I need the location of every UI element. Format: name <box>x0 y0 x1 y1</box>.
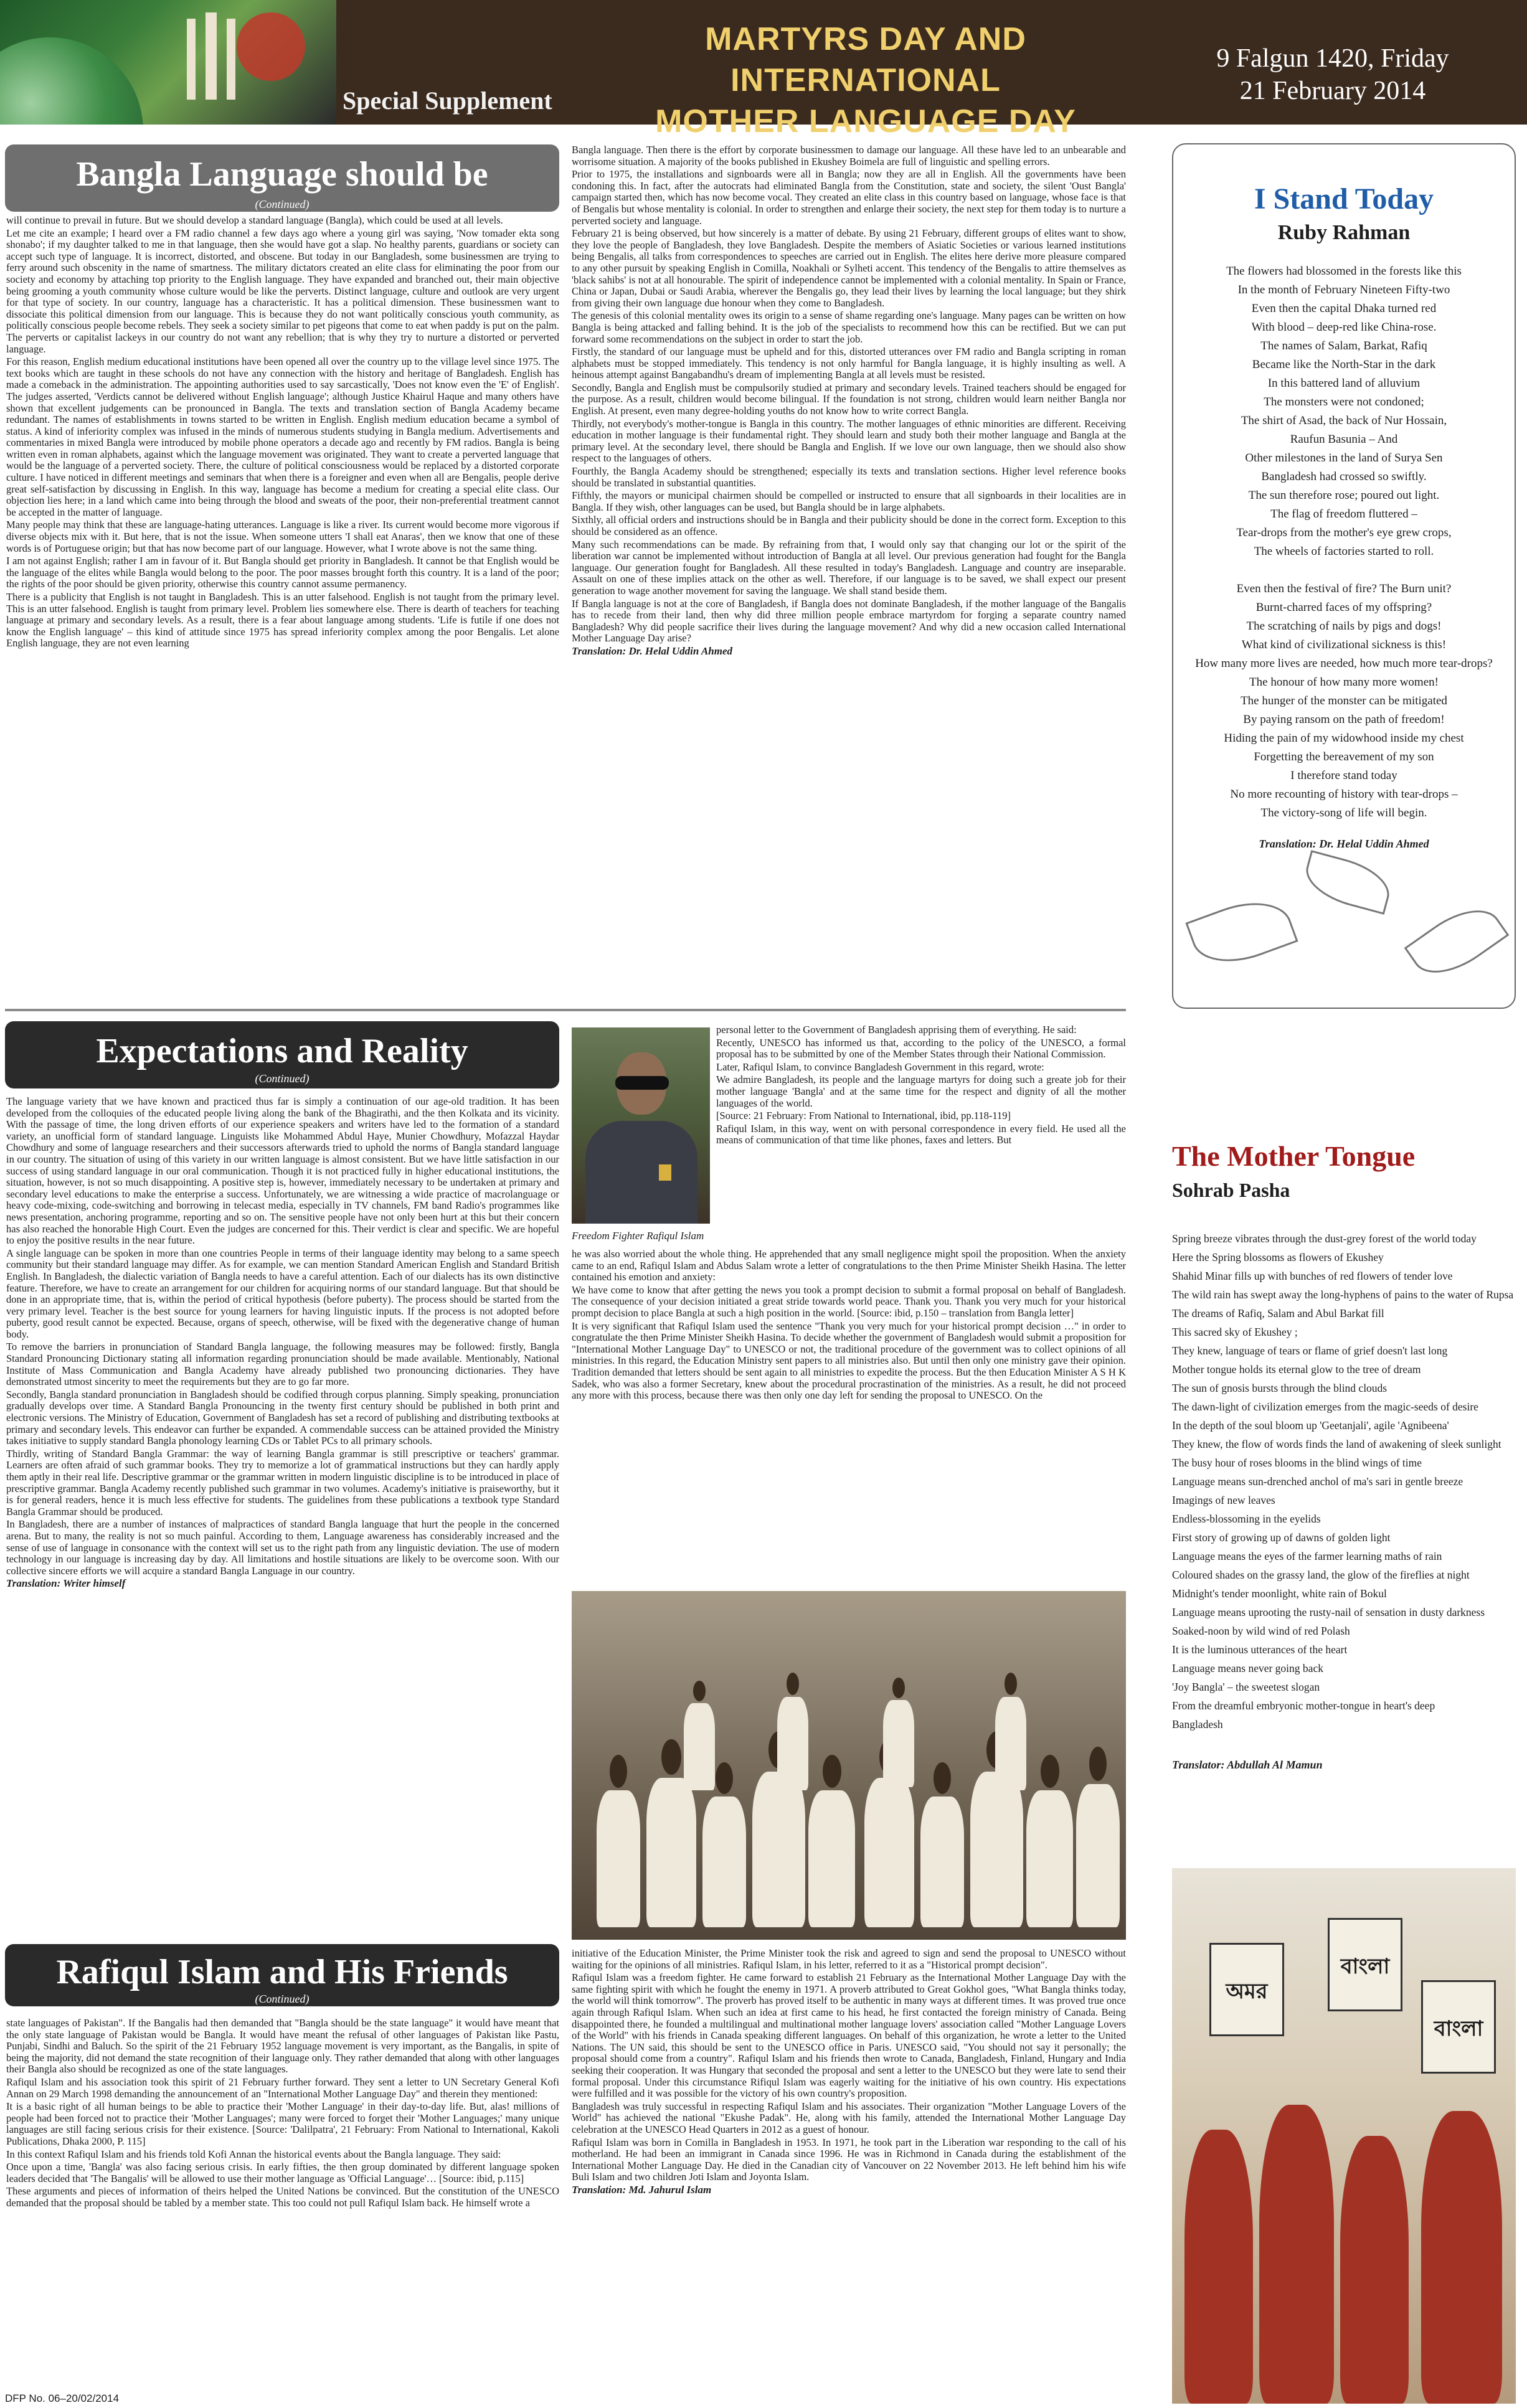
paragraph: Once upon a time, 'Bangla' was also facing serious crisis. In early fifties, the then group dominated by different language spoken leaders decided that 'The Bangalis' will be allowed to use their mother language as 'Official Language'… [Source: ibid, p.115] <box>6 2161 559 2184</box>
poem-line: Other milestones in the land of Surya Sen <box>1245 451 1443 465</box>
issue-date-english: 21 February 2014 <box>1239 77 1426 105</box>
divider <box>5 1009 1126 1011</box>
masthead-graphic <box>0 0 336 125</box>
paragraph: February 21 is being observed, but how sincerely is a matter of debate. By using 21 February, different groups of elites want to show, they love the people of Bangladesh, they love Bangladesh. Despite the members of Asiatic Societies or various learned institutions being Bengalis, all talks from correspondences to speeches are carried out in English. The elites here derive more pleasure compared to any other pursuit by speaking English in Comilla, Noakhali or Sylheti accent. This tendency of the Bengalis to attire themselves as 'black sahibs' is not at all honourable. The spirit of independence cannot be implemented with a colonial mentality. In Spain or France, China or Japan, Dubai or Saudi Arabia, wherever the Bengalis go, they lead their lives by learning the local language; but they shirk from giving their own language due honour when they come to Bangladesh. <box>572 227 1126 309</box>
poem-line: Burnt-charred faces of my offspring? <box>1255 601 1432 614</box>
poem-line: They knew, the flow of words finds the land of awakening of sleek sunlight <box>1172 1438 1501 1450</box>
poem-line: Mother tongue holds its eternal glow to the tree of dream <box>1172 1363 1421 1376</box>
paragraph: We admire Bangladesh, its people and the language martyrs for doing such a greate job for their mother language 'Bangla' and at the same time for the respect and dignity of all the mother languages of the world. <box>716 1074 1126 1109</box>
procession-figure <box>646 1778 696 1927</box>
poem-text <box>1172 1229 1516 1734</box>
paragraph: Bangladesh was truly successful in respecting Rafiqul Islam and his associates. Their organization "Mother Language Lovers of the World" has achieved the national "Ekushe Padak". He, along with his family, attended the International Mother Language Day celebration at the UNESCO Head Quarters in 2012 as a guest of honour. <box>572 2100 1126 2135</box>
continued-label: (Continued) <box>255 198 310 210</box>
procession-figure <box>883 1700 914 1787</box>
poem-line: What kind of civilizational sickness is this! <box>1241 638 1447 651</box>
poem-line: First story of growing up of dawns of golden light <box>1172 1531 1391 1544</box>
section-title: Expectations and Reality <box>96 1032 468 1070</box>
poem-line: The names of Salam, Barkat, Rafiq <box>1260 339 1427 352</box>
translation-credit: Translator: Abdullah Al Mamun <box>1172 1759 1323 1771</box>
paragraph: personal letter to the Government of Bangladesh apprising them of everything. He said: <box>716 1024 1077 1036</box>
poem-line: Language means never going back <box>1172 1662 1323 1674</box>
paragraph: initiative of the Education Minister, the Prime Minister took the risk and agreed to sign and send the proposal to UNESCO without waiting for the opinions of all ministries. Rafiqul Islam, in his letter, referred to it as a "Historical prompt decision". <box>572 1948 1126 1971</box>
paragraph: To remove the barriers in pronunciation of Standard Bangla language, the following measures may be followed: firstly, Bangla Standard Pronouncing Dictionary stating all information regarding pronunciation should be made available. Mentionably, National Institute of Mass Communication and Bangla Academy have already published two pronouncing dictionaries. They have demonstrated utmost sincerity to meet the requirements but they are to go far more. <box>6 1341 559 1388</box>
badge-icon <box>659 1164 671 1181</box>
poem-line: Even then the festival of fire? The Burn unit? <box>1236 582 1452 595</box>
poem-line: Language means the eyes of the farmer learning maths of rain <box>1172 1550 1442 1562</box>
paragraph: Many people may think that these are language-hating utterances. Language is like a river. Its current would become more vigorous if diverse objects mix with it. But here, that is not the issue. When someone utters 'I shall eat Anaras', then we know that one of these words is of Portuguese origin; but that has now become part of our language. However, what I wrote above is not the same thing. <box>6 519 559 554</box>
translation-credit: Translation: Dr. Helal Uddin Ahmed <box>572 644 733 657</box>
paragraph: There is a publicity that English is not taught in Bangladesh. This is an utter falsehood. English is not taught from the primary level. This is an utter falsehood. English is taught from primary level. Problem lies somewhere else. There is dearth of teachers for teaching language at primary and secondary levels. As a result, there is a fear about language among students. 'Life is futile if one does not know the English language' – this kind of attitude since 1975 has spread inferiority complex among the poor Bengalis. Let alone English language, they are not even learning <box>6 591 559 649</box>
article-column-right <box>572 144 1126 998</box>
paragraph: state languages of Pakistan". If the Bangalis had then demanded that "Bangla should be the state language" it would have meant that the only state language of Pakistan would be Bangla. It would have meant the refusal of other languages of Pakistan like Pastu, Punjabi, Sindhi and Baluch. So the spirit of the 21 February 1952 language movement is very important, as the Bangalis, in spite of being the majority, did not demand the state recognition of their language only. They rather demanded that along with other languages their Bangla also should be recognized as one of the state languages. <box>6 2018 559 2075</box>
poem-line: Endless-blossoming in the eyelids <box>1172 1513 1321 1525</box>
poem-line: In this battered land of alluvium <box>1267 377 1421 390</box>
continued-label: (Continued) <box>255 1993 310 2005</box>
leaf-icon <box>1185 889 1298 975</box>
poem-author: Sohrab Pasha <box>1172 1179 1290 1201</box>
paragraph: Secondly, Bangla and English must be compulsorily studied at primary and secondary levels. Trained teachers should be engaged for the purpose. As a result, children would become bilingual. If the foundation is not strong, children would learn neither Bangla nor English. At present, even many degree-holding youths do not know how to write correct Bangla. <box>572 381 1126 417</box>
poem-line: No more recounting of history with tear-drops – <box>1230 788 1458 801</box>
paragraph: Recently, UNESCO has informed us that, according to the policy of the UNESCO, a formal proposal has to be submitted by one of the Member States through their National Commission. <box>716 1036 1126 1060</box>
poem-line: The wild rain has swept away the long-hyphens of pains to the water of Rupsa <box>1172 1288 1514 1301</box>
poem-line: Language means uprooting the rusty-nail of sensation in dusty darkness <box>1172 1606 1485 1618</box>
article-column-left <box>6 215 559 1003</box>
shahid-minar-pillar <box>206 12 217 100</box>
page-footer: DFP No. 06–20/02/2014 <box>5 2392 120 2404</box>
photo-rafiqul-islam <box>572 1027 710 1224</box>
shahid-minar-pillar <box>227 19 235 100</box>
poem-line: Tear-drops from the mother's eye grew crops, <box>1236 526 1452 539</box>
procession-figure <box>864 1778 914 1927</box>
procession-figure <box>777 1697 808 1790</box>
poem-line: Imagings of new leaves <box>1172 1494 1275 1506</box>
paragraph: The genesis of this colonial mentality owes its origin to a sense of shame regarding one's language. Many pages can be written on how Bangla is being attacked and falling behind. It is the job of the specialists to recommend how this can be rectified. But we can put forward some recommendations on the subject in order to start the job. <box>572 309 1126 345</box>
banner-title-line2: MOTHER LANGUAGE DAY <box>655 103 1076 139</box>
artwork-figure <box>1184 2130 1253 2404</box>
poem-line: Here the Spring blossoms as flowers of Ekushey <box>1172 1251 1384 1263</box>
procession-figure <box>597 1790 640 1927</box>
paragraph: Firstly, the standard of our language must be upheld and for this, distorted utterances over FM radio and Bangla scripting in roman alphabets must be stopped immediately. This tendency is not only harmful for Bangla language, it is highly insulting as well. A heinous attempt against Bangabandhu's dream of implementing Bangla at all levels must be resisted. <box>572 346 1126 381</box>
procession-figure <box>808 1790 855 1927</box>
paragraph: Many such recommendations can be made. By refraining from that, I would only say that changing our lot or the spirit of the liberation war cannot be implemented without introduction of Bangla at all level. Our previous generation had fought for the Bangla language. Our generation fought for Bangladesh. All these resulted in today's Bangladesh. Language and country are inseparable. Assault on one of these implies attack on the other as well. Therefore, if our language is to be saved, we shall expect our present generation to wage another movement for saving the language. We shall stand beside them. <box>572 538 1126 597</box>
poem-title: I Stand Today <box>1254 182 1434 215</box>
paragraph: Let me cite an example; I heard over a FM radio channel a few days ago where a young girl was saying, 'Now tomader ekta song shonabo'; if my daughter talked to me in that language, then she would have got a slap. No healthy parents, guardians or society can accept such type of language. It is incorrect, distorted, and obscene. But today in our Bangladesh, some businessmen are trying to ferry around such obscenity in the name of smartness. The military dictators created an elite class for eliminating the poor from our society and economy by attaching top priority to the English language. They have expanded and branched out, their main objective being grooming a youth community whose culture would be like the perverts. Distinct language, culture and outlook are very urgent for that type of society. In our country, language has a characteristic. It has a political dimension. These businessmen want to dissociate this political dimension from our language. This is because they do not want politically conscious youth community, as politically conscious people become rebels. They seek a society similar to pet pigeons that come to eat when paddy is put on the palm. The perverts or capitalist lackeys in our country do not want any rebellion; that is why they try to nurture a distorted or perverted language. <box>6 227 559 355</box>
poem-line: The scratching of nails by pigs and dogs! <box>1246 620 1442 633</box>
poem-line: The honour of how many more women! <box>1249 676 1439 689</box>
procession-figure <box>702 1797 746 1927</box>
paragraph: I am not against English; rather I am in favour of it. But Bangla should get priority in Bangladesh. It cannot be that English would be the language of the elites while Bangla would belong to the poor. The poor masses brought forth this country. It is a land of the poor; the rights of the poor should be given priority, otherwise this country cannot assume permanency. <box>6 555 559 590</box>
poem-line: The victory-song of life will begin. <box>1260 806 1427 819</box>
paragraph: Rafiqul Islam, in this way, went on with personal correspondence in every field. He used all the means of communication of that time like phones, faxes and letters. But <box>716 1122 1126 1146</box>
artwork-figure <box>1340 2136 1409 2404</box>
paragraph: Prior to 1975, the installations and signboards were all in Bangla; now they are all in English. All the governments have been condoning this. In fact, after the autocrats had eliminated Bangla from the Constitution, state and society, the silent 'Oust Bangla' campaign started then, which has now become vocal. They created an elite class in this country based on language, whose face is that of Bengalis but whose mentality is colonial. In order to strengthen and enlarge their society, the next step for them today is to nurture a perverted society and language. <box>572 168 1126 227</box>
poem-title: The Mother Tongue <box>1172 1140 1416 1172</box>
photo-language-movement-procession <box>572 1591 1126 1940</box>
procession-figure <box>1076 1784 1120 1927</box>
globe-icon <box>0 37 143 125</box>
procession-figure <box>684 1703 715 1790</box>
procession-figure <box>920 1797 964 1927</box>
poem-line: The hunger of the monster can be mitigated <box>1241 694 1447 707</box>
paragraph: In Bangladesh, there are a number of instances of malpractices of standard Bangla language that hurt the people in the concerned arena. But to many, the reality is not so much painful. According to them, Language awareness has considerably increased and the sense of use of language in consonance with the context will set us to the right path from any linguistic deviation. The use of modern technology in our language is increasing day by day. All limitations and hostile situations are likely to be overcome soon. With our collective sincere efforts we will acquire a standard Bangla Language in our country. <box>6 1518 559 1577</box>
poem-line: The wheels of factories started to roll. <box>1254 545 1434 558</box>
poem-text <box>1173 262 1515 823</box>
paragraph: It is very significant that Rafiqul Islam used the sentence "Thank you very much for your historical prompt decision …" in order to congratulate the then Prime Minister Sheikh Hasina. To decide whether the government of Bangladesh would submit a proposition for "International Mother Language Day" to UNESCO or not, the traditional procedure of the government was to collect opinions of all ministries. In this regard, the Education Ministry sent papers to all ministries also. But until then only one ministry gave their opinion. Tradition demanded that letters should be sent again to all ministries to expedite the process. But the then Education Minister A S H K Sadek, who was also a former Secretary, knew about the procedural procrastination of the ministries. As a result, he did not proceed any more with this process, because there was then only one day left for sending the proposal to UNESCO. On the <box>572 1320 1126 1402</box>
section-title: Rafiqul Islam and His Friends <box>56 1953 508 1991</box>
poem-line: Bangladesh had crossed so swiftly. <box>1261 470 1427 483</box>
poem-line: Raufun Basunia – And <box>1290 433 1398 446</box>
photo-caption: Freedom Fighter Rafiqul Islam <box>572 1230 704 1242</box>
poem-line: In the depth of the soul bloom up 'Geetanjali', agile 'Agnibeena' <box>1172 1419 1449 1432</box>
poem-line: Even then the capital Dhaka turned red <box>1251 302 1437 315</box>
paragraph: he was also worried about the whole thing. He apprehended that any small negligence might spoil the proposition. When the anxiety came to an end, Rafiqul Islam and Abdus Salam wrote a letter of congratulations to the then Prime Minister Sheikh Hasina. The letter contained his emotion and anxiety: <box>572 1249 1126 1283</box>
poem-line: The sun therefore rose; poured out light. <box>1248 489 1440 502</box>
placard: বাংলা <box>1328 1918 1402 2011</box>
translation-credit: Translation: Writer himself <box>6 1577 126 1590</box>
paragraph: will continue to prevail in future. But we should develop a standard language (Bangla), which could be used at all levels. <box>6 215 503 226</box>
paragraph: It is a basic right of all human beings to be able to practice their 'Mother Language' in their day-to-day life. But, alas! millions of people had been forced not to practice their 'Mother Languages'; many were forced to forget their 'Mother Languages;' many unique languages are still facing serious crisis for their existence. [Source: 'Dalilpatra', 21 February: From National to International, Kakoli Publications, Dhaka 2000, P. 115] <box>6 2100 559 2147</box>
translation-credit: Translation: Md. Jahurul Islam <box>572 2183 712 2196</box>
leaf-icon <box>1300 850 1395 915</box>
paragraph: These arguments and pieces of information of theirs helped the United Nations be convinced. But the constitution of the UNESCO demanded that the proposal should be tabled by a member state. This too could not pull Rafiqul Islam back. He himself wrote a <box>6 2185 559 2209</box>
poem-line: Coloured shades on the grassy land, the glow of the fireflies at night <box>1172 1569 1470 1581</box>
paragraph: In this context Rafiqul Islam and his friends told Kofi Annan the historical events about the Bangla language. They said: <box>6 2148 501 2160</box>
sun-icon <box>237 12 305 81</box>
section-title: Bangla Language should be <box>76 155 488 194</box>
paragraph: [Source: 21 February: From National to International, ibid, pp.118-119] <box>716 1110 1011 1122</box>
poem-line: The monsters were not condoned; <box>1264 395 1424 408</box>
poem-line: By paying ransom on the path of freedom! <box>1243 713 1445 726</box>
supplement-label: Special Supplement <box>343 87 552 115</box>
paragraph: Sixthly, all official orders and instructions should be in Bangla and their publicity should be done in the correct form. Exception to this should be considered as an offence. <box>572 514 1126 537</box>
placard: বাংলা <box>1421 1980 1496 2074</box>
poem-line: Language means sun-drenched anchol of ma's sari in gentle breeze <box>1172 1475 1463 1488</box>
poem-line: Became like the North-Star in the dark <box>1252 358 1436 371</box>
poem-line: Soaked-noon by wild wind of red Polash <box>1172 1625 1350 1637</box>
banner-title-line1: MARTYRS DAY AND INTERNATIONAL <box>705 21 1026 98</box>
poem-line: They knew, language of tears or flame of grief doesn't last long <box>1172 1344 1448 1357</box>
poem-line: How many more lives are needed, how much more tear-drops? <box>1195 657 1493 670</box>
poem-line: The shirt of Asad, the back of Nur Hossain, <box>1241 414 1447 427</box>
poem-line: From the dreamful embryonic mother-tongue in heart's deep <box>1172 1699 1435 1712</box>
poem-line: Forgetting the bereavement of my son <box>1254 750 1434 763</box>
issue-date-bangla: 9 Falgun 1420, Friday <box>1216 44 1449 73</box>
paragraph: Fifthly, the mayors or municipal chairmen should be compelled or instructed to ensure that all signboards in their localities are in Bangla. If they wish, other languages can be used, but Bangla should be in large alphabets. <box>572 489 1126 513</box>
poem-line: The dawn-light of civilization emerges from the magic-seeds of desire <box>1172 1400 1478 1413</box>
leaf-icon <box>1404 894 1510 989</box>
poem-line: I therefore stand today <box>1290 769 1397 782</box>
paragraph: A single language can be spoken in more than one countries People in terms of their language identity may belong to a same speech community but their standard language may differ. As for example, we can mention Standard American English and Standard British English. In Bangladesh, the dialectic variation of Bangla needs to have a careful attention. Each of our dialects has its own distinctive feature. Therefore, we have to create an arrangement for our children for acquiring norms of our standard language. But that should be done in an appropriate time, that is, within the period of critical hypothesis (before puberty). The process should be started from the very primary level. Teacher is the best source for young learners for having linguistic inputs. If the process is not adopted before puberty, good result cannot be expected. Because, organs of speech, otherwise, will be fixed with the degenerative change of human body. <box>6 1247 559 1340</box>
poem-author: Ruby Rahman <box>1277 221 1411 244</box>
suit-shape <box>585 1121 697 1224</box>
poem-line: In the month of February Nineteen Fifty-two <box>1237 283 1450 296</box>
article-column-rafiqul-left <box>6 2018 559 2390</box>
poem-line: 'Joy Bangla' – the sweetest slogan <box>1172 1681 1320 1693</box>
artwork-language-movement <box>1172 1868 1516 2404</box>
paragraph: Rafiqul Islam was a freedom fighter. He came forward to establish 21 February as the International Mother Language Day with the same fighting spirit with which he fought the enemy in 1971. A proverb attributed to Great Gokhol goes, "What Bangla thinks today, the world will think tomorrow". The proverb has proved itself to be authentic in many ways at different times. It was proved true once again through Rafiqul Islam. When such an idea at first came to his head, he first contacted the foreign ministry of Canada. Being disappointed there, he founded a multilingual and multinational mother language lovers' association called "Mother Language Lovers of the World" with his friends in Canada speaking different languages. On behalf of this organization, he wrote a letter to the United Nations. The UN said, this should be sent to the UNESCO office in Paris. UNESCO said, "You should not say it personally; the proposal should come from a country". Rafiqul Islam and his friends then wrote to Canada, Bangladesh, Finland, Hungary and India seeking their cooperation. It was Hungary that seconded the proposal and sent a letter to the UNESCO but they were late to send their formal proposal. Under this circumstance Rifiqul Islam was eagerly waiting for the initiative of his own country. His expectations were fulfilled and it was possible for the victory of his own country's proposition. <box>572 1971 1126 2100</box>
poem-box-i-stand-today <box>1172 143 1516 1009</box>
paragraph: Thirdly, not everybody's mother-tongue is Bangla in this country. The mother languages of ethnic minorities are different. Receiving education in mother language is their fundamental right. They should learn and study both their mother language and Bangla at the primary level. At the secondary level, there should be Bangla and English. If we love our own language, then we should also show respect to the languages of others. <box>572 417 1126 465</box>
paragraph: Bangla language. Then there is the effort by corporate businessmen to damage our language. All these have led to an unbearable and worrisome situation. A majority of the books published in Ekushey Boimela are full of linguistic and spelling errors. <box>572 144 1126 168</box>
banner-title <box>585 19 1146 142</box>
procession-figure <box>752 1772 805 1927</box>
article-column-expectations <box>6 1096 559 1968</box>
poem-line: Bangladesh <box>1172 1718 1223 1730</box>
poem-line: The sun of gnosis bursts through the blind clouds <box>1172 1382 1388 1394</box>
poem-line: The dreams of Rafiq, Salam and Abul Barkat fill <box>1172 1307 1384 1320</box>
paragraph: If Bangla language is not at the core of Bangladesh, if Bangla does not dominate Bangladesh, if the mother language of the Bangalis has to recede from their land, then why did three million people embrace martyrdom for forging a separate country named Bangladesh? Why did people sacrifice their lives during the language movement? And why did a new occasion called International Mother Language Day arise? <box>572 597 1126 644</box>
poem-line: With blood – deep-red like China-rose. <box>1251 321 1437 334</box>
paragraph: We have come to know that after getting the news you took a prompt decision to submit a formal proposal on behalf of Bangladesh. The consequence of your decision initiated a great stride towards world peace. Thank you. Thank you very much for your historical prompt decision to place Bangla at such a high position in the world. [Source: ibid, p.150 – translation from Bangla letter] <box>572 1283 1126 1319</box>
artwork-figure <box>1421 2111 1502 2404</box>
issue-date <box>1183 42 1482 107</box>
paragraph: Later, Rafiqul Islam, to convince Bangladesh Government in this regard, wrote: <box>716 1060 1044 1073</box>
poem-line: Hiding the pain of my widowhood inside my chest <box>1224 732 1464 745</box>
paragraph: Rafiqul Islam was born in Comilla in Bangladesh in 1953. In 1971, he took part in the Liberation war responding to the call of his motherland. He had been an immigrant in Canada since 1996. He was in Richmond in Canada during the establishment of the International Mother Language Day. He died in the Canadian city of Vancouver on 22 November 2013. He left behind him his wife Buli Islam and two children Joti Islam and Joyonta Islam. <box>572 2136 1126 2183</box>
continued-label: (Continued) <box>255 1072 310 1085</box>
procession-figure <box>995 1697 1026 1790</box>
poem-line: The busy hour of roses blooms in the blind wings of time <box>1172 1457 1422 1469</box>
procession-figure <box>1026 1790 1073 1927</box>
glasses-shape <box>615 1076 669 1090</box>
paragraph: Fourthly, the Bangla Academy should be strengthened; especially its texts and translation sections. Higher level reference books should be translated in substantial quantities. <box>572 465 1126 489</box>
article-column-rafiqul-mid <box>572 1249 1126 1588</box>
paragraph: Thirdly, writing of Standard Bangla Grammar: the way of learning Bangla grammar is still prescriptive or teachers' grammar. Learners are often afraid of such grammar books. They try to memorize a lot of grammatical instructions but they can hardly apply them aptly in their real life. Descriptive grammar or the grammar written in modern linguistic discipline is to be introduced in place of prescriptive grammar. Bangla Academy recently published such grammar in two volumes. Academy's initiative is praiseworthy, but it is for general readers, hence it is much less effective for students. The guidelines from these publications a textbook type Standard Bangla Grammar should be produced. <box>6 1447 559 1518</box>
procession-figure <box>970 1772 1023 1927</box>
placard: অমর <box>1209 1943 1284 2036</box>
poem-line: This sacred sky of Ekushey ; <box>1172 1326 1298 1338</box>
paragraph: Secondly, Bangla standard pronunciation in Bangladesh should be codified through corpus planning. Simply speaking, pronunciation gradually develops over time. A Standard Bangla Pronouncing in the twenty first century should be published in both print and electronic versions. The Ministry of Education, Government of Bangladesh has set a record of publishing and distributing textbooks at primary and secondary levels. This endeavor can further be expanded. A commendable success can be attained provided the Ministry takes initiative to supply standard Bangla phonology learning CDs or Tablet PCs to all primary schools. <box>6 1388 559 1447</box>
artwork-figure <box>1259 2105 1334 2404</box>
poem-line: The flag of freedom fluttered – <box>1270 508 1417 521</box>
paragraph: Rafiqul Islam and his association took this spirit of 21 February further forward. They sent a letter to UN Secretary General Kofi Annan on 29 March 1998 demanding the announcement of an "International Mother Language Day" and therein they mentioned: <box>6 2075 559 2100</box>
poem-line: Shahid Minar fills up with bunches of red flowers of tender love <box>1172 1270 1453 1282</box>
poem-line: Midnight's tender moonlight, white rain of Bokul <box>1172 1587 1387 1600</box>
poem-line: Spring breeze vibrates through the dust-grey forest of the world today <box>1172 1232 1477 1245</box>
article-column-rafiqul-right <box>572 1948 1126 2390</box>
paragraph: The language variety that we have known and practiced thus far is simply a continuation of our age-old tradition. It has been developed from the colloquies of the educated people living along the bank of the Bhagirathi, and the then Kolkata and its vicinity. With the passage of time, the long driven efforts of our experience speakers and writers have led to the formation of a standard variety, an unofficial form of standard language. Linguists like Mohammed Abdul Haye, Munier Chowdhury, Mofazzal Haydar Chowdhury and some of language researchers and their successors afterwards tried to uphold the norms of Bangla standard language in our country. The situation of using of this variety in our written language is almost consistent. But we have little satisfaction in our success of using standard language in our oral communication. Though it is not practiced fully in higher educational institutions, the situation, however, is not so much disappointing. A positive step is, however, immediately necessary to be undertaken at primary and secondary level educations to make the enterprise a success. Unfortunately, we are witnessing a wide practice of macrolanguage or heavy code-mixing, code-switching and borrowing in telecast media, especially in TV channels, FM band Radio's programmes like news presentation, anchoring programme, reporting and so on. The sensitive people have not only been hurt at this but their concern has also reached the honorable High Court. Even the judges are concerned for this. Their verdict is clear and specific. We are hopeful to enjoy the positive results in the near future. <box>6 1096 559 1247</box>
translation-credit: Translation: Dr. Helal Uddin Ahmed <box>1259 838 1429 850</box>
article-column-rafiqul-top <box>716 1024 1126 1249</box>
paragraph: For this reason, English medium educational institutions have been opened all over the country up to the village level since 1975. The text books which are taught in these schools do not have any connection with the history and heritage of Bangladesh. English has made a comeback in the administration. The appointing authorities used to say sarcastically, 'Does not know even the 'E' of English'. The judges asserted, 'Verdicts cannot be delivered without English language'; although Justice Khairul Haque and many others have shown that excellent judgements can be pronounced in Bangla. The texts and translation section of Bangla Academy became redundant. The names of establishments in towns started to be written in English. English medium education became a symbol of status. A kind of inferiority complex was infused in the minds of numerous students studying in Bangla medium. Advertisements and commentaries in mixed Bangla were introduced by mobile phone operators a decade ago and recently by FM radios. Bangla is being written even in roman alphabets, against which the language movement was originated. They want to create a perverted language that would be the language of a perverted society. There, the culture of political consciousness would be replaced by a distorted corporate culture. I have noticed in different meetings and seminars that when there is a foreigner and even when all are Bengalis, people derive great self-satisfaction by discussing in English. In this way, language has become a medium for creating a special elite class. Our objection lies here; in a land which came into being through the blood and sweats of the poor, their non-preferential treatment cannot be accepted in the matter of language. <box>6 356 559 518</box>
shahid-minar-icon <box>187 19 196 100</box>
poem-line: It is the luminous utterances of the heart <box>1172 1643 1348 1656</box>
poem-line: The flowers had blossomed in the forests like this <box>1226 265 1462 278</box>
